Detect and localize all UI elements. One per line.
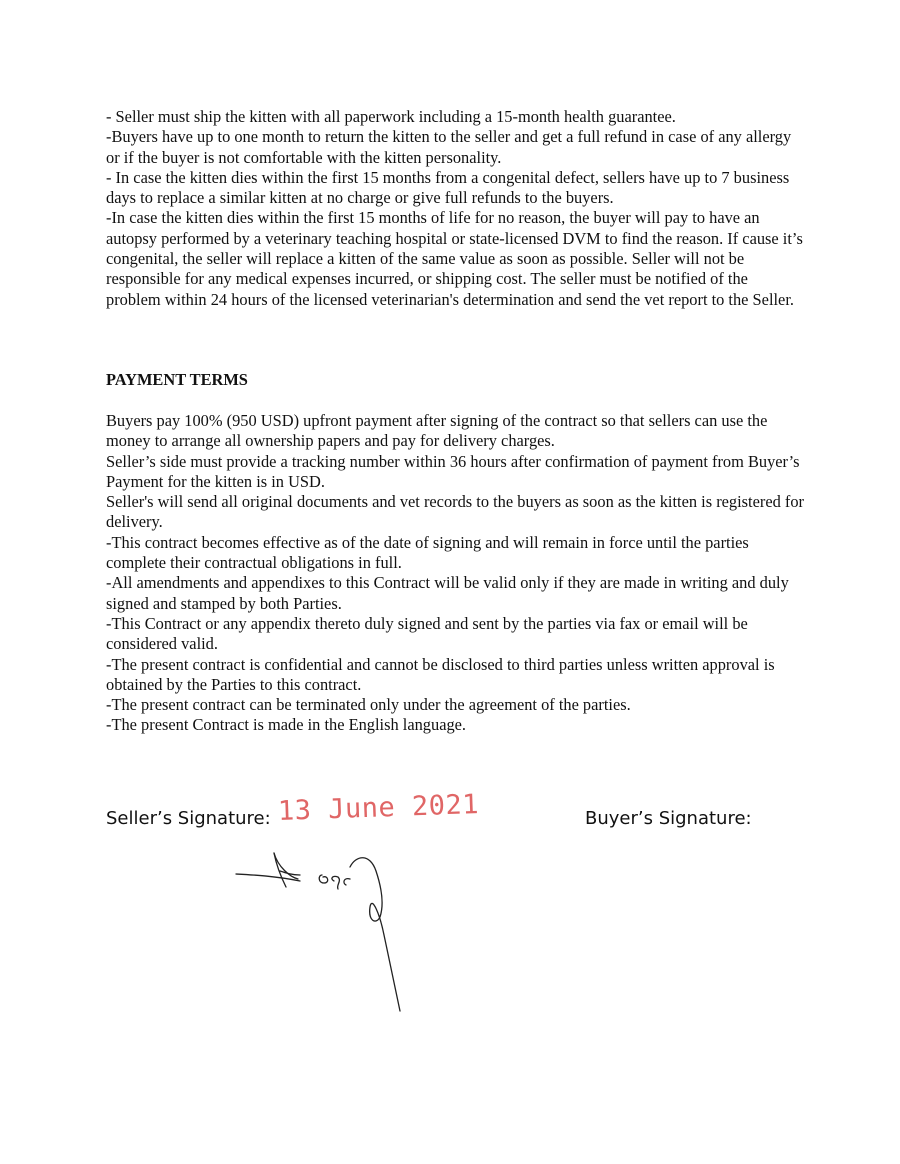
payment-paragraph: -The present contract is confidential and cannot be disclosed to third parties unless written approval is obtained by the Parties to this contract. <box>106 654 775 694</box>
payment-paragraph: -The present contract can be terminated only under the agreement of the parties. <box>106 695 631 715</box>
seller-handwritten-signature <box>230 845 410 1015</box>
payment-terms <box>106 411 806 736</box>
payment-paragraph: Payment for the kitten is in USD. <box>106 471 325 491</box>
payment-terms-heading: PAYMENT TERMS <box>106 370 248 389</box>
term-paragraph: -In case the kitten dies within the first 15 months of life for no reason, the buyer will pay to have an autopsy performed by a veterinary teaching hospital or state-licensed DVM to find the reason. If cause it’s congenital, the seller will replace a kitten of the same value as soon as possible. Seller will not be responsible for any medical expenses incurred, or shipping cost. The seller must be notified of the problem within 24 hours of the licensed veterinarian's determination and send the vet report to the Seller. <box>106 208 803 309</box>
payment-paragraph: Seller’s side must provide a tracking number within 36 hours after confirmation of payment from Buyer’s <box>106 451 800 471</box>
payment-paragraph: -All amendments and appendixes to this Contract will be valid only if they are made in writing and duly signed and stamped by both Parties. <box>106 573 789 613</box>
term-paragraph: - Seller must ship the kitten with all paperwork including a 15-month health guarantee. <box>106 107 676 126</box>
payment-paragraph: Buyers pay 100% (950 USD) upfront payment after signing of the contract so that sellers can use the money to arrange all ownership papers and pay for delivery charges. <box>106 411 768 451</box>
term-paragraph: - In case the kitten dies within the first 15 months from a congenital defect, sellers have up to 7 business days to replace a similar kitten at no charge or give full refunds to the buyers. <box>106 167 790 208</box>
guarantee-terms <box>106 107 806 310</box>
payment-paragraph: Seller's will send all original documents and vet records to the buyers as soon as the kitten is registered for delivery. <box>106 492 805 532</box>
payment-paragraph: -The present Contract is made in the English language. <box>106 715 467 735</box>
signing-date-stamp: 13 June 2021 <box>277 788 480 827</box>
seller-signature-label: Seller’s Signature: <box>106 808 271 829</box>
term-paragraph: -Buyers have up to one month to return the kitten to the seller and get a full refund in case of any allergy or if the buyer is not comfortable with the kitten personality. <box>106 127 792 167</box>
payment-paragraph: -This contract becomes effective as of the date of signing and will remain in force until the parties complete their contractual obligations in full. <box>106 532 749 573</box>
payment-paragraph: -This Contract or any appendix thereto duly signed and sent by the parties via fax or email will be considered valid. <box>106 613 748 654</box>
buyer-signature-label: Buyer’s Signature: <box>585 808 752 829</box>
